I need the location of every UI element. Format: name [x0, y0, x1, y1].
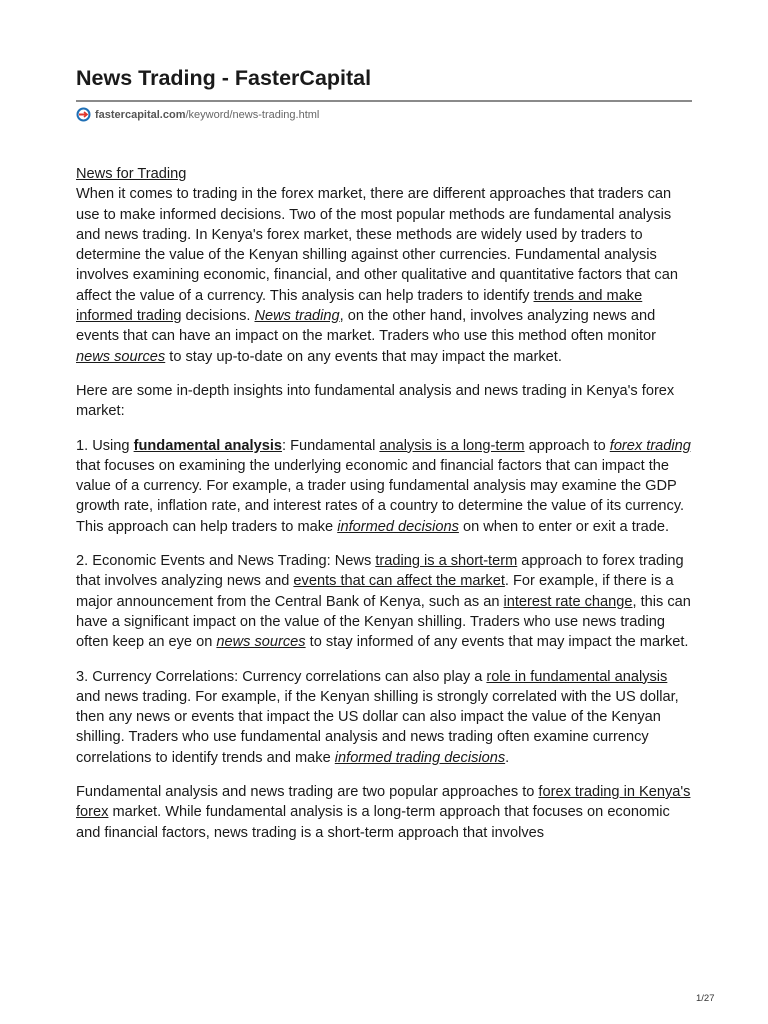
page-title: News Trading - FasterCapital	[76, 66, 372, 90]
link-events-market[interactable]: events that can affect the market	[293, 573, 505, 590]
link-informed-trading-decisions[interactable]: informed trading decisions	[334, 749, 506, 766]
title-divider	[76, 100, 692, 102]
closing-paragraph: Fundamental analysis and news trading are two popular approaches to forex trading in Kenya's forex market. While fundamental analysis is a long-term approach that focuses on economic and financial factors, news trading is a short-term approach that involves	[76, 784, 691, 841]
source-path: /keyword/news-trading.html	[185, 108, 320, 121]
link-interest-rate-change[interactable]: interest rate change	[503, 593, 633, 610]
source-domain: fastercapital.com	[95, 108, 186, 121]
article-body	[76, 164, 692, 843]
link-informed-decisions[interactable]: informed decisions	[337, 518, 459, 535]
list-item-1: 1. Using fundamental analysis: Fundamental analysis is a long-term approach to forex trading that focuses on examining the underlying economic and financial factors that can impact the value of a currency. For example, a trader using fundamental analysis may examine the GDP growth rate, inflation rate, and interest rates of a country to determine the value of its currency. This approach can help traders to make informed decisions on when to enter or exit a trade.	[76, 437, 691, 535]
link-forex-kenya[interactable]: forex trading in Kenya's forex	[76, 784, 691, 821]
link-role-fundamental[interactable]: role in fundamental analysis	[486, 668, 668, 685]
intro-paragraph: When it comes to trading in the forex market, there are different approaches that traders can use to make informed decisions. Two of the most popular methods are fundamental analysis and news trading. In Kenya's forex market, these methods are widely used by traders to determine the value of the Kenyan shilling against other currencies. Fundamental analysis involves examining economic, financial, and other qualitative and quantitative factors that can affect the value of a currency. This analysis can help traders to identify trends and make informed trading decisions. News trading, on the other hand, involves analyzing news and events that can have an impact on the market. Traders who use this method often monitor news sources to stay up-to-date on any events that may impact the market.	[76, 186, 678, 365]
list-item-2: 2. Economic Events and News Trading: News trading is a short-term approach to forex trading that involves analyzing news and events that can affect the market. For example, if there is a major announcement from the Central Bank of Kenya, such as an interest rate change, this can have a significant impact on the value of the Kenyan shilling. Traders who use news trading often keep an eye on news sources to stay informed of any events that may impact the market.	[76, 553, 691, 651]
source-link[interactable]	[76, 107, 319, 122]
insights-intro-paragraph: Here are some in-depth insights into fundamental analysis and news trading in Kenya's forex market:	[76, 382, 675, 420]
page-number: 1/27	[696, 993, 715, 1004]
link-news-sources[interactable]: news sources	[76, 348, 166, 365]
link-forex-trading[interactable]: forex trading	[609, 437, 691, 454]
link-long-term[interactable]: analysis is a long-term	[379, 437, 525, 454]
link-news-trading[interactable]: News trading	[254, 308, 340, 325]
link-trends[interactable]: trends and make informed trading	[76, 287, 643, 325]
list-item-3: 3. Currency Correlations: Currency correlations can also play a role in fundamental analysis and news trading. For example, if the Kenyan shilling is strongly correlated with the US dollar, then any news or events that impact the US dollar can also impact the value of the Kenyan shilling. Traders who use fundamental analysis and news trading often examine currency correlations to identify trends and make informed trading decisions.	[76, 668, 679, 766]
section-heading-link[interactable]: News for Trading	[76, 166, 187, 182]
link-short-term[interactable]: trading is a short-term	[375, 553, 518, 570]
fastercapital-logo-icon	[76, 107, 91, 122]
link-news-sources-2[interactable]: news sources	[216, 634, 306, 651]
link-fundamental-analysis[interactable]: fundamental analysis	[133, 437, 283, 454]
